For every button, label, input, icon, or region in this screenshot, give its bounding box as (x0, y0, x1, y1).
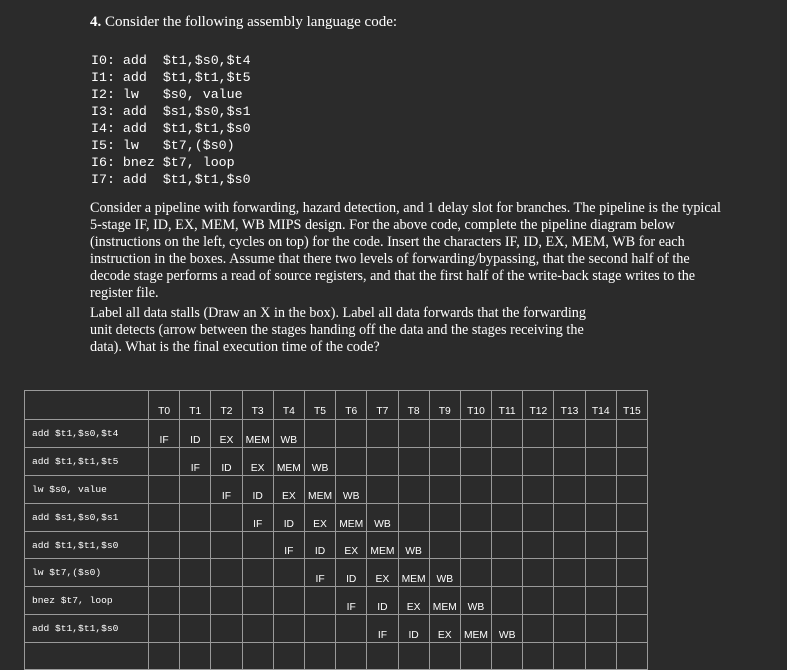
stage-cell[interactable] (492, 587, 523, 615)
stage-cell[interactable] (211, 615, 242, 643)
stage-cell[interactable] (616, 475, 647, 503)
empty-cell[interactable] (211, 643, 242, 670)
stage-cell[interactable]: WB (273, 420, 304, 448)
table-row (25, 587, 648, 615)
stage-cell[interactable] (523, 420, 554, 448)
instruction-cell: lw $t7,($s0) (25, 559, 149, 587)
empty-cell[interactable] (554, 643, 585, 670)
cycle-header-t9: T9 (429, 391, 460, 420)
stage-cell[interactable] (460, 559, 491, 587)
empty-cell[interactable] (460, 643, 491, 670)
stage-cell[interactable]: EX (367, 559, 398, 587)
stage-cell[interactable] (149, 531, 180, 559)
empty-cell[interactable] (25, 643, 149, 670)
stage-cell[interactable] (523, 615, 554, 643)
cycle-header-t8: T8 (398, 391, 429, 420)
stage-cell[interactable] (585, 447, 616, 475)
stage-cell[interactable] (398, 420, 429, 448)
stage-cell[interactable] (616, 531, 647, 559)
stage-cell[interactable] (149, 615, 180, 643)
stage-cell[interactable] (149, 559, 180, 587)
stage-cell[interactable]: MEM (242, 420, 273, 448)
assembly-code-block (91, 52, 251, 188)
cycle-header-t2: T2 (211, 391, 242, 420)
stage-cell[interactable] (585, 615, 616, 643)
stage-cell[interactable] (492, 503, 523, 531)
stage-cell[interactable] (585, 531, 616, 559)
stage-cell[interactable] (367, 420, 398, 448)
stage-cell[interactable] (429, 420, 460, 448)
cycle-header-t4: T4 (273, 391, 304, 420)
stage-cell[interactable] (585, 587, 616, 615)
stage-cell[interactable] (180, 615, 211, 643)
stage-cell[interactable]: WB (492, 615, 523, 643)
stage-cell[interactable] (616, 447, 647, 475)
table-row (25, 503, 648, 531)
stage-cell[interactable]: MEM (336, 503, 367, 531)
question-heading (90, 14, 397, 31)
instruction-cell: add $s1,$s0,$s1 (25, 503, 149, 531)
empty-cell[interactable] (398, 643, 429, 670)
stage-cell[interactable]: ID (336, 559, 367, 587)
stage-cell[interactable] (211, 531, 242, 559)
stage-cell[interactable] (554, 587, 585, 615)
cycle-header-t6: T6 (336, 391, 367, 420)
stage-cell[interactable] (585, 559, 616, 587)
stage-cell[interactable] (585, 503, 616, 531)
stage-cell[interactable] (180, 587, 211, 615)
stage-cell[interactable]: IF (242, 503, 273, 531)
stage-cell[interactable]: EX (336, 531, 367, 559)
question-text: Consider the following assembly language code: (105, 14, 398, 30)
instruction-cell: lw $s0, value (25, 475, 149, 503)
stall-forward-paragraph: Label all data stalls (Draw an X in the box). Label all data forwards that the forwarding unit detects (arrow between the stages handing off the data and the stages receiving the data). What is the final execution time of the code? (90, 305, 586, 355)
stage-cell[interactable] (460, 475, 491, 503)
stage-cell[interactable] (554, 531, 585, 559)
cycle-header-t15: T15 (616, 391, 647, 420)
empty-cell[interactable] (367, 643, 398, 670)
stage-cell[interactable] (304, 587, 335, 615)
stage-cell[interactable] (273, 615, 304, 643)
stage-cell[interactable] (492, 531, 523, 559)
stage-cell[interactable] (492, 447, 523, 475)
stage-cell[interactable]: ID (304, 531, 335, 559)
stage-cell[interactable] (149, 587, 180, 615)
cycle-header-t3: T3 (242, 391, 273, 420)
stage-cell[interactable] (149, 447, 180, 475)
stage-cell[interactable] (398, 475, 429, 503)
stage-cell[interactable] (523, 559, 554, 587)
cycle-header-t1: T1 (180, 391, 211, 420)
instruction-cell: add $t1,$t1,$t5 (25, 447, 149, 475)
stage-cell[interactable]: ID (398, 615, 429, 643)
code-line: I4: add $t1,$t1,$s0 (91, 121, 251, 136)
stage-cell[interactable] (211, 559, 242, 587)
stage-cell[interactable] (211, 503, 242, 531)
stage-cell[interactable]: EX (304, 503, 335, 531)
instructions-paragraph: Consider a pipeline with forwarding, hazard detection, and 1 delay slot for branches. The pipeline is the typical 5-stage IF, ID, EX, MEM, WB MIPS design. For the above code, complete the pipeline diagram below (instructions on the left, cycles on top) for the code. Insert the characters IF, ID, EX, MEM, WB for each instruction in the boxes. Assume that there two levels of forwarding/bypassing, that the second half of the decode stage performs a read of source registers, and that the first half of the write-back stage writes to the register file. (90, 200, 721, 301)
stage-cell[interactable] (585, 420, 616, 448)
stage-cell[interactable]: EX (211, 420, 242, 448)
stage-cell[interactable] (492, 475, 523, 503)
stage-cell[interactable] (616, 420, 647, 448)
stage-cell[interactable] (149, 503, 180, 531)
table-row (25, 475, 648, 503)
stage-cell[interactable]: MEM (304, 475, 335, 503)
stage-cell[interactable]: ID (211, 447, 242, 475)
stage-cell[interactable] (492, 420, 523, 448)
code-line: I7: add $t1,$t1,$s0 (91, 172, 251, 187)
stage-cell[interactable] (336, 420, 367, 448)
stage-cell[interactable] (273, 559, 304, 587)
stage-cell[interactable]: EX (429, 615, 460, 643)
stage-cell[interactable]: EX (398, 587, 429, 615)
stage-cell[interactable]: WB (304, 447, 335, 475)
empty-cell[interactable] (180, 643, 211, 670)
empty-cell[interactable] (149, 643, 180, 670)
stage-cell[interactable] (429, 475, 460, 503)
stage-cell[interactable]: MEM (460, 615, 491, 643)
stage-cell[interactable]: IF (149, 420, 180, 448)
stage-cell[interactable]: ID (367, 587, 398, 615)
stage-cell[interactable]: IF (273, 531, 304, 559)
stage-cell[interactable] (429, 503, 460, 531)
stage-cell[interactable] (460, 531, 491, 559)
code-line: I6: bnez $t7, loop (91, 155, 235, 170)
empty-cell[interactable] (304, 643, 335, 670)
stage-cell[interactable] (616, 615, 647, 643)
cycle-header-t5: T5 (304, 391, 335, 420)
stage-cell[interactable] (554, 615, 585, 643)
stage-cell[interactable]: IF (304, 559, 335, 587)
stage-cell[interactable]: ID (242, 475, 273, 503)
code-line: I0: add $t1,$s0,$t4 (91, 53, 251, 68)
empty-cell[interactable] (429, 643, 460, 670)
stage-cell[interactable] (616, 587, 647, 615)
stage-cell[interactable] (523, 475, 554, 503)
stage-cell[interactable] (398, 503, 429, 531)
empty-cell[interactable] (242, 643, 273, 670)
stage-cell[interactable] (180, 531, 211, 559)
stage-cell[interactable] (616, 503, 647, 531)
code-line: I3: add $s1,$s0,$s1 (91, 104, 251, 119)
table-row (25, 420, 648, 448)
instruction-cell: add $t1,$s0,$t4 (25, 420, 149, 448)
cycle-header-row (25, 391, 648, 420)
code-line: I2: lw $s0, value (91, 87, 243, 102)
stage-cell[interactable]: WB (460, 587, 491, 615)
stage-cell[interactable]: WB (336, 475, 367, 503)
empty-cell[interactable] (585, 643, 616, 670)
cycle-header-t0: T0 (149, 391, 180, 420)
stage-cell[interactable]: WB (429, 559, 460, 587)
stage-cell[interactable] (523, 447, 554, 475)
stage-cell[interactable]: MEM (367, 531, 398, 559)
stage-cell[interactable] (336, 447, 367, 475)
table-row (25, 447, 648, 475)
stage-cell[interactable]: WB (367, 503, 398, 531)
stage-cell[interactable]: IF (180, 447, 211, 475)
cycle-header-t14: T14 (585, 391, 616, 420)
code-line: I1: add $t1,$t1,$t5 (91, 70, 251, 85)
stage-cell[interactable] (180, 503, 211, 531)
table-row (25, 615, 648, 643)
cycle-header-t12: T12 (523, 391, 554, 420)
stage-cell[interactable] (242, 531, 273, 559)
stage-cell[interactable] (242, 587, 273, 615)
pipeline-diagram-table (24, 390, 648, 670)
stage-cell[interactable]: ID (273, 503, 304, 531)
stage-cell[interactable] (460, 420, 491, 448)
instruction-cell: add $t1,$t1,$s0 (25, 615, 149, 643)
stage-cell[interactable] (367, 475, 398, 503)
header-corner-cell (25, 391, 149, 420)
stage-cell[interactable] (336, 615, 367, 643)
stage-cell[interactable] (460, 503, 491, 531)
empty-cell[interactable] (273, 643, 304, 670)
stage-cell[interactable] (523, 587, 554, 615)
empty-cell[interactable] (336, 643, 367, 670)
cycle-header-t11: T11 (492, 391, 523, 420)
stage-cell[interactable]: MEM (398, 559, 429, 587)
stage-cell[interactable]: IF (211, 475, 242, 503)
stage-cell[interactable]: EX (273, 475, 304, 503)
stage-cell[interactable] (585, 475, 616, 503)
stage-cell[interactable] (304, 420, 335, 448)
stage-cell[interactable]: WB (398, 531, 429, 559)
stage-cell[interactable] (492, 559, 523, 587)
stage-cell[interactable] (180, 559, 211, 587)
cycle-header-t13: T13 (554, 391, 585, 420)
stage-cell[interactable] (242, 559, 273, 587)
instruction-cell: bnez $t7, loop (25, 587, 149, 615)
stage-cell[interactable] (367, 447, 398, 475)
code-line: I5: lw $t7,($s0) (91, 138, 235, 153)
empty-cell[interactable] (492, 643, 523, 670)
stage-cell[interactable]: IF (336, 587, 367, 615)
stage-cell[interactable] (523, 531, 554, 559)
stage-cell[interactable]: ID (180, 420, 211, 448)
stage-cell[interactable] (616, 559, 647, 587)
stage-cell[interactable]: MEM (429, 587, 460, 615)
empty-table-row (25, 643, 648, 670)
empty-cell[interactable] (616, 643, 647, 670)
question-number: 4. (90, 14, 102, 30)
stage-cell[interactable] (242, 615, 273, 643)
stage-cell[interactable] (398, 447, 429, 475)
stage-cell[interactable] (554, 447, 585, 475)
empty-cell[interactable] (523, 643, 554, 670)
stage-cell[interactable] (211, 587, 242, 615)
instruction-cell: add $t1,$t1,$s0 (25, 531, 149, 559)
table-row (25, 531, 648, 559)
stage-cell[interactable] (554, 475, 585, 503)
stage-cell[interactable] (273, 587, 304, 615)
stage-cell[interactable] (429, 531, 460, 559)
stage-cell[interactable] (304, 615, 335, 643)
stage-cell[interactable] (554, 559, 585, 587)
stage-cell[interactable] (460, 447, 491, 475)
table-row (25, 559, 648, 587)
stage-cell[interactable] (554, 503, 585, 531)
stage-cell[interactable] (149, 475, 180, 503)
stage-cell[interactable] (523, 503, 554, 531)
stage-cell[interactable]: IF (367, 615, 398, 643)
cycle-header-t7: T7 (367, 391, 398, 420)
stage-cell[interactable]: MEM (273, 447, 304, 475)
cycle-header-t10: T10 (460, 391, 491, 420)
stage-cell[interactable] (554, 420, 585, 448)
stage-cell[interactable] (180, 475, 211, 503)
stage-cell[interactable] (429, 447, 460, 475)
stage-cell[interactable]: EX (242, 447, 273, 475)
